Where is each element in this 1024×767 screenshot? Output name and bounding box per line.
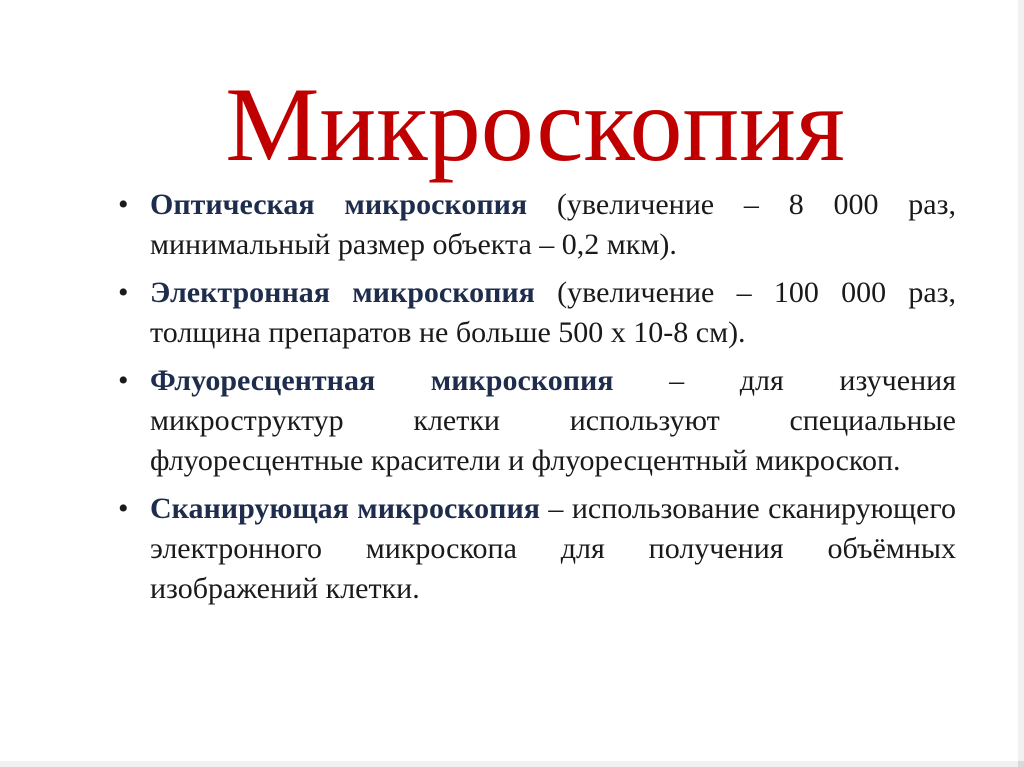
bullet-icon: • [118,188,129,221]
bullet-icon: • [118,276,129,309]
term-scanning: Сканирующая микроскопия [150,492,540,525]
term-electron: Электронная микроскопия [150,276,535,309]
bullet-icon: • [118,492,129,525]
list-item-fluorescent [118,361,956,481]
description-fluorescent: – для изучения микроструктур клетки используют специальные флуоресцентные красители и флуоресцентный микроскоп. [150,364,956,477]
list-item-scanning [118,489,956,609]
bullet-icon: • [118,364,129,397]
description-scanning: – использование сканирующего электронного микроскопа для получения объёмных изображений клетки. [150,492,956,605]
bullet-list [118,185,956,617]
description-electron: (увеличение – 100 000 раз, толщина препаратов не больше 500 х 10-8 см). [150,276,956,349]
term-optical: Оптическая микроскопия [150,188,528,221]
list-item-optical [118,185,956,265]
term-fluorescent: Флуоресцентная микроскопия [150,364,614,397]
list-item-electron [118,273,956,353]
slide-title: Микроскопия [225,66,845,183]
description-optical: (увеличение – 8 000 раз, минимальный размер объекта – 0,2 мкм). [150,188,956,261]
page-corner-mark [1018,761,1024,767]
